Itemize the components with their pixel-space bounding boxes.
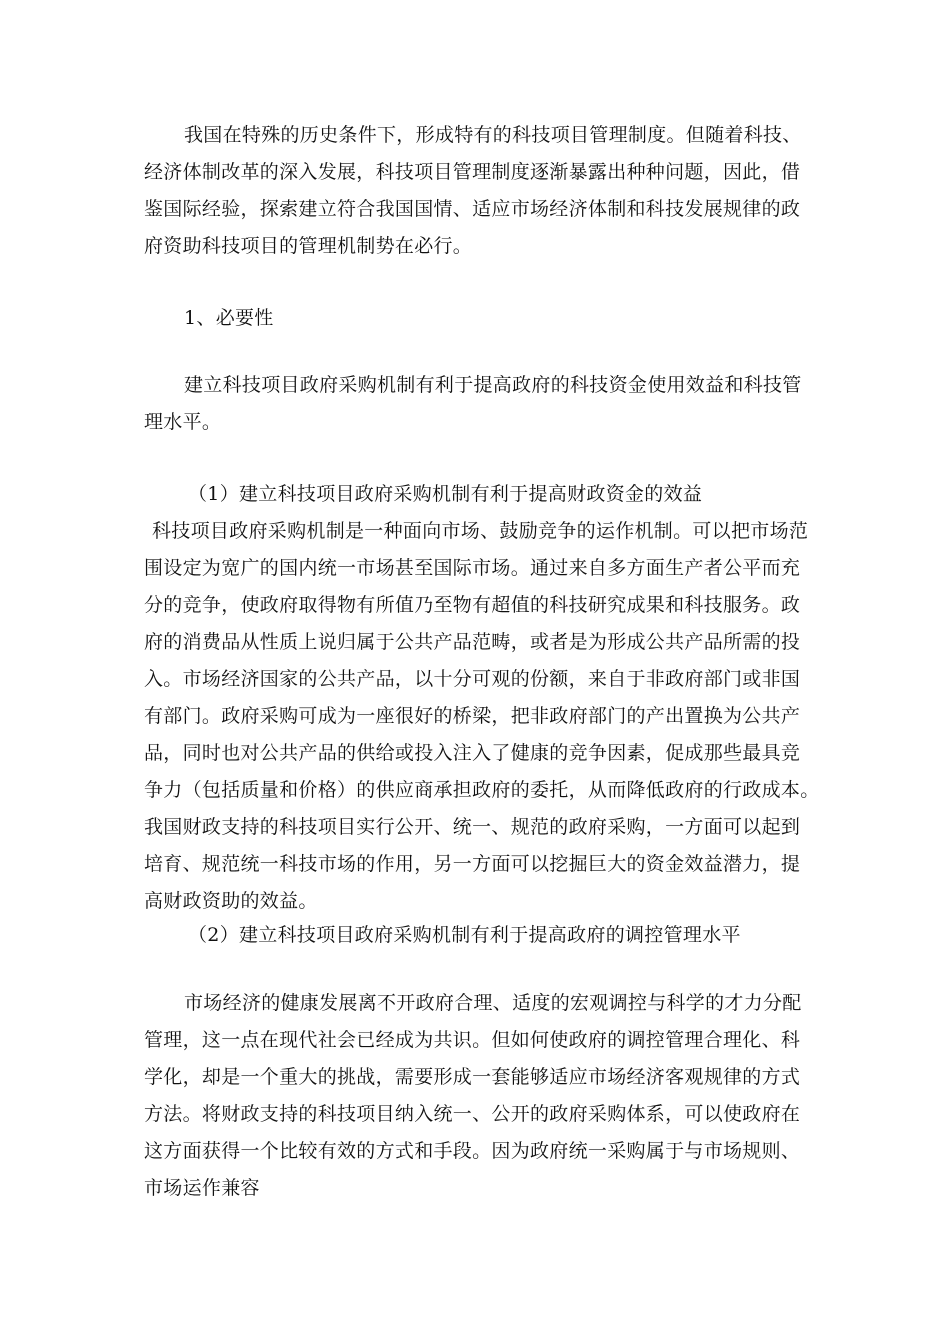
- subsection-1-line: 培育、规范统一科技市场的作用，另一方面可以挖掘巨大的资金效益潜力，提: [144, 853, 801, 875]
- subsection-2-paragraph: [144, 985, 834, 1207]
- intro-line: 鉴国际经验，探索建立符合我国国情、适应市场经济体制和科技发展规律的政: [144, 198, 801, 220]
- intro-line: 我国在特殊的历史条件下，形成特有的科技项目管理制度。但随着科技、: [184, 124, 802, 146]
- section-heading-block: [144, 300, 834, 337]
- subsection-1-line: 围设定为宽广的国内统一市场甚至国际市场。通过来自多方面生产者公平而充: [144, 557, 801, 579]
- subsection-1-line: 我国财政支持的科技项目实行公开、统一、规范的政府采购，一方面可以起到: [144, 816, 801, 838]
- subsection-1-line: 高财政资助的效益。: [144, 890, 318, 912]
- subsection-2-line: 方法。将财政支持的科技项目纳入统一、公开的政府采购体系，可以使政府在: [144, 1103, 801, 1125]
- subsection-2-line: 这方面获得一个比较有效的方式和手段。因为政府统一采购属于与市场规则、: [144, 1140, 801, 1162]
- subsection-2-line: 市场运作兼容: [144, 1177, 260, 1199]
- subsection-1-line: 品，同时也对公共产品的供给或投入注入了健康的竞争因素，促成那些最具竞: [144, 742, 801, 764]
- subsection-2-heading: （2）建立科技项目政府采购机制有利于提高政府的调控管理水平: [188, 924, 741, 946]
- subsection-2-line: 学化，却是一个重大的挑战，需要形成一套能够适应市场经济客观规律的方式: [144, 1066, 801, 1088]
- section-heading: 1、必要性: [184, 307, 274, 329]
- subsection-1-line: 有部门。政府采购可成为一座很好的桥梁，把非政府部门的产出置换为公共产: [144, 705, 801, 727]
- subsection-1-line: 入。市场经济国家的公共产品，以十分可观的份额，来自于非政府部门或非国: [144, 668, 801, 690]
- necessity-line: 建立科技项目政府采购机制有利于提高政府的科技资金使用效益和科技管: [184, 374, 802, 396]
- intro-paragraph: [144, 117, 834, 265]
- necessity-line: 理水平。: [144, 411, 222, 433]
- intro-line: 经济体制改革的深入发展，科技项目管理制度逐渐暴露出种种问题，因此，借: [144, 161, 801, 183]
- subsection-2-line: 管理，这一点在现代社会已经成为共识。但如何使政府的调控管理合理化、科: [144, 1029, 801, 1051]
- subsection-1-line: 科技项目政府采购机制是一种面向市场、鼓励竞争的运作机制。可以把市场范: [152, 520, 809, 542]
- necessity-paragraph: [144, 367, 834, 441]
- subsection-2-line: 市场经济的健康发展离不开政府合理、适度的宏观调控与科学的才力分配: [184, 992, 802, 1014]
- subsection-1: [144, 476, 834, 957]
- subsection-1-line: 府的消费品从性质上说归属于公共产品范畴，或者是为形成公共产品所需的投: [144, 631, 801, 653]
- subsection-1-line: 分的竞争，使政府取得物有所值乃至物有超值的科技研究成果和科技服务。政: [144, 594, 801, 616]
- intro-line: 府资助科技项目的管理机制势在必行。: [144, 235, 473, 257]
- subsection-2-heading-block: [144, 917, 834, 954]
- subsection-1-line: 争力（包括质量和价格）的供应商承担政府的委托，从而降低政府的行政成本。: [144, 779, 820, 801]
- subsection-1-heading: （1）建立科技项目政府采购机制有利于提高财政资金的效益: [188, 483, 703, 505]
